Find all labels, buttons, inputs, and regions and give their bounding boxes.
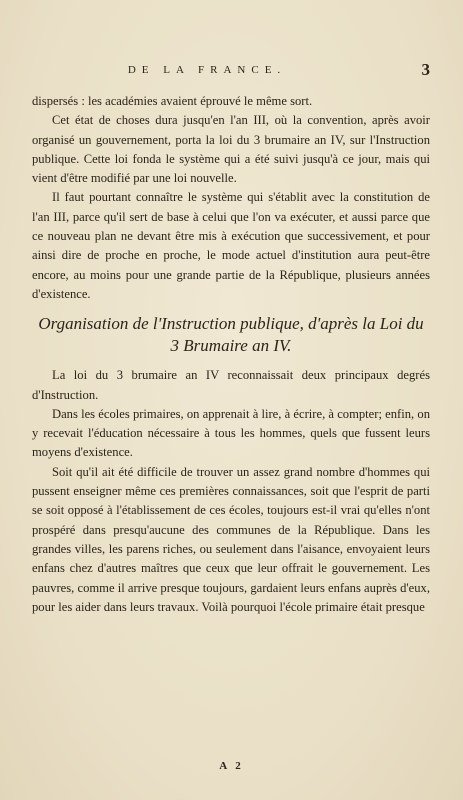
paragraph: Cet état de choses dura jusqu'en l'an III, où la convention, après avoir organisé un gouvernement, porta la loi du 3 brumaire an IV, sur l'Instruction publique. Cette loi fonda le système qui a été suivi jusqu'à ce jour, mais qui vient d'être modifié par une loi nouvelle. — [32, 113, 430, 186]
paragraph: Soit qu'il ait été difficile de trouver un assez grand nombre d'hommes qui pussent enseigner même ces premières connaissances, soit que l'esprit de parti se soit opposé à l'établissement de ces écoles, toujours est-il vrai qu'elles n'ont prospéré dans presqu'aucune des communes de la République. Dans les grandes villes, les parens riches, ou seulement dans l'aisance, envoyaient leurs enfans chez d'autres maîtres que ceux que leur offrait le gouvernement. Les pauvres, comme il arrive presque toujours, gardaient leurs enfans auprès d'eux, pour les aider dans leurs travaux. Voilà pourquoi l'école primaire était presque — [32, 464, 430, 614]
section-title: Organisation de l'Instruction publique, d'après la Loi du 3 Brumaire an IV. — [38, 314, 424, 356]
page-number: 3 — [421, 60, 430, 79]
signature-mark: A 2 — [219, 760, 244, 772]
paragraph: Dans les écoles primaires, on apprenait à lire, à écrire, à compter; enfin, on y recevait l'éducation nécessaire à tous les hommes, quels que fussent leurs moyens d'existence. — [32, 406, 430, 460]
body-text — [32, 92, 430, 617]
paragraph: La loi du 3 brumaire an IV reconnaissait deux principaux degrés d'Instruction. — [32, 368, 430, 402]
paragraph: Il faut pourtant connaître le système qui s'établit avec la constitution de l'an III, parce qu'il sert de base à celui que l'on va exécuter, et aussi parce que ce nouveau plan ne devant être mis à exécution que successivement, et pour ainsi dire de proche en proche, le mode actuel d'institution aura peut-être encore, au moins pour une grande partie de la République, plusieurs années d'existence. — [32, 190, 430, 301]
running-head: DE LA FRANCE. — [127, 64, 287, 76]
page-header — [32, 60, 430, 84]
paragraph: dispersés : les académies avaient éprouvé le même sort. — [32, 94, 313, 108]
